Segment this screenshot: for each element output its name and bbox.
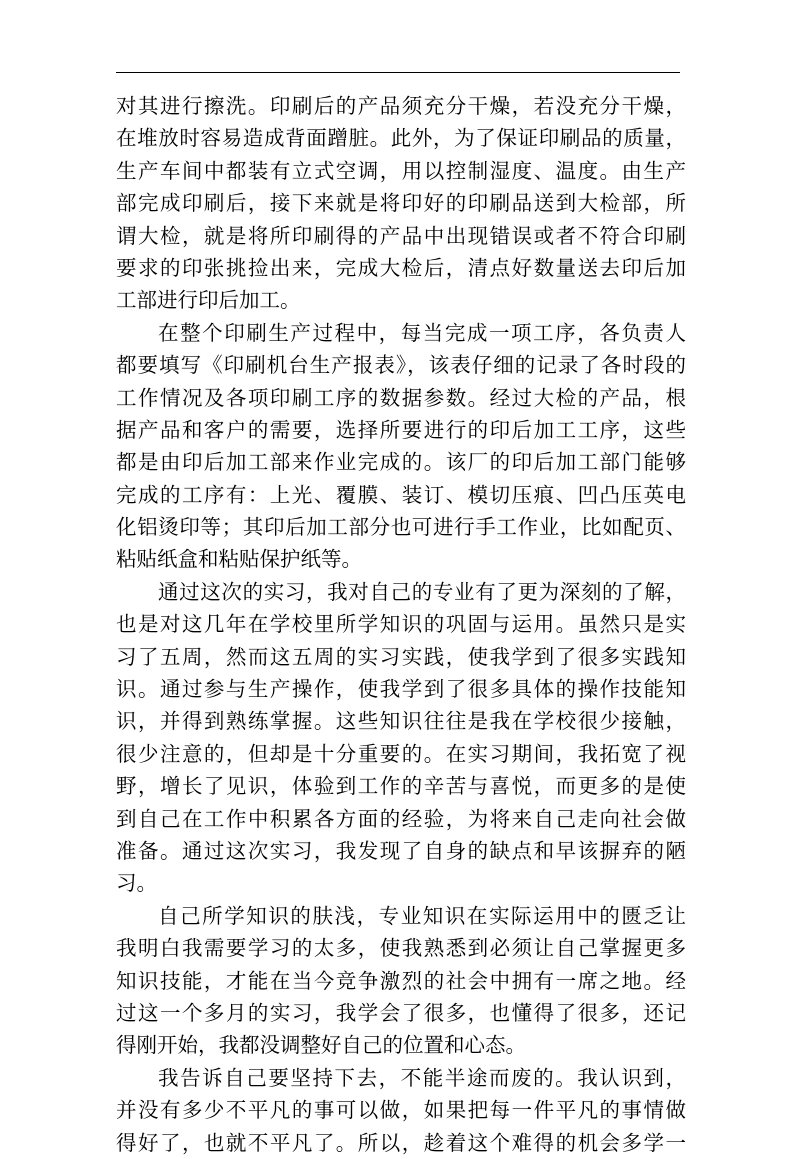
text-line: 对其进行擦洗。印刷后的产品须充分干燥，若没充分干燥， <box>116 94 686 118</box>
text-line: 我明白我需要学习的太多，使我熟悉到必须让自己掌握更多 <box>116 936 686 961</box>
text-line: 并没有多少不平凡的事可以做，如果把每一件平凡的事情做 <box>116 1098 686 1123</box>
text-line: 工部进行印后加工。 <box>116 288 301 313</box>
text-line: 部完成印刷后，接下来就是将印好的印刷品送到大检部，所 <box>116 191 686 216</box>
text-line: 化铝烫印等；其印后加工部分也可进行手工作业，比如配页、 <box>116 515 686 540</box>
text-line: 习了五周，然而这五周的实习实践，使我学到了很多实践知 <box>116 644 686 669</box>
text-line: 很少注意的，但却是十分重要的。在实习期间，我拓宽了视 <box>116 741 686 766</box>
text-line: 习。 <box>116 871 157 896</box>
text-line: 识，并得到熟练掌握。这些知识往往是我在学校很少接触， <box>116 709 686 734</box>
text-line: 野，增长了见识，体验到工作的辛苦与喜悦，而更多的是使 <box>116 774 686 799</box>
paragraph-1 <box>116 90 686 317</box>
header-rule <box>116 72 680 73</box>
paragraph-5 <box>116 1062 686 1159</box>
body-text <box>116 90 686 1159</box>
paragraph-3 <box>116 576 686 900</box>
text-line: 据产品和客户的需要，选择所要进行的印后加工工序，这些 <box>116 417 686 442</box>
text-line: 完成的工序有：上光、覆膜、装订、模切压痕、凹凸压英电 <box>116 482 686 507</box>
paragraph-2 <box>116 317 686 576</box>
text-line: 识。通过参与生产操作，使我学到了很多具体的操作技能知 <box>116 677 686 702</box>
text-line: 工作情况及各项印刷工序的数据参数。经过大检的产品，根 <box>116 385 686 410</box>
text-line: 准备。通过这次实习，我发现了自身的缺点和早该摒弃的陋 <box>116 838 686 863</box>
text-line: 我告诉自己要坚持下去，不能半途而废的。我认识到， <box>158 1065 686 1090</box>
text-line: 也是对这几年在学校里所学知识的巩固与运用。虽然只是实 <box>116 612 686 637</box>
text-line: 要求的印张挑捡出来，完成大检后，清点好数量送去印后加 <box>116 255 686 280</box>
text-line: 通过这次的实习，我对自己的专业有了更为深刻的了解， <box>158 579 686 604</box>
text-line: 生产车间中都装有立式空调，用以控制湿度、温度。由生产 <box>116 158 686 183</box>
text-line: 粘贴纸盒和粘贴保护纸等。 <box>116 547 362 572</box>
text-line: 都是由印后加工部来作业完成的。该厂的印后加工部门能够 <box>116 450 686 475</box>
text-line: 自己所学知识的肤浅，专业知识在实际运用中的匮乏让 <box>158 903 686 928</box>
text-line: 过这一个多月的实习，我学会了很多，也懂得了很多，还记 <box>116 1000 686 1025</box>
text-line: 得刚开始，我都没调整好自己的位置和心态。 <box>116 1033 526 1058</box>
text-line: 谓大检，就是将所印刷得的产品中出现错误或者不符合印刷 <box>116 223 686 248</box>
text-line: 在整个印刷生产过程中，每当完成一项工序，各负责人 <box>158 320 686 345</box>
text-line: 得好了，也就不平凡了。所以，趁着这个难得的机会多学一 <box>116 1130 686 1155</box>
text-line: 到自己在工作中积累各方面的经验，为将来自己走向社会做 <box>116 806 686 831</box>
text-line: 都要填写《印刷机台生产报表》，该表仔细的记录了各时段的 <box>116 353 686 378</box>
text-line: 在堆放时容易造成背面蹭脏。此外，为了保证印刷品的质量， <box>116 126 686 151</box>
paragraph-4 <box>116 900 686 1062</box>
text-line: 知识技能，才能在当今竞争激烈的社会中拥有一席之地。经 <box>116 968 686 993</box>
